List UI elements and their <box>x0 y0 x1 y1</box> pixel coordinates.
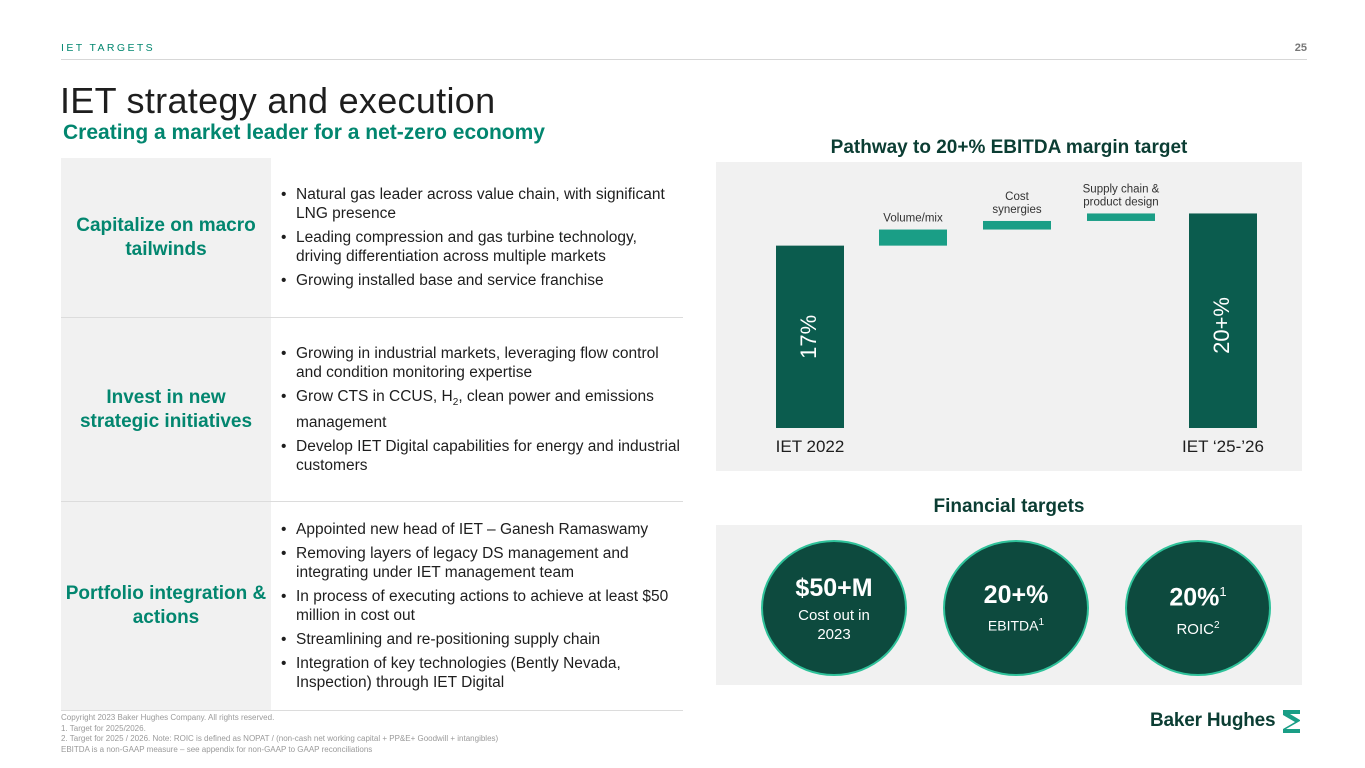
bullet-text: Grow CTS in CCUS, H <box>296 388 453 406</box>
page-subtitle: Creating a market leader for a net-zero economy <box>63 121 545 144</box>
strategy-row-body <box>271 502 683 710</box>
bullet: • Growing in industrial markets, leveraging flow control and condition monitoring expertise <box>281 344 683 382</box>
logo-text: Baker Hughes <box>1150 710 1276 731</box>
target-label <box>988 613 1044 636</box>
top-divider <box>61 59 1307 60</box>
waterfall-step-bar <box>983 221 1051 230</box>
footnote-marker: 1 <box>1038 617 1045 629</box>
target-label <box>1176 616 1219 639</box>
copyright: Copyright 2023 Baker Hughes Company. All rights reserved. <box>61 713 275 722</box>
footnote: 1. Target for 2025/2026. <box>61 723 146 733</box>
step-label: Volume/mix <box>883 212 943 225</box>
target-ebitda <box>943 540 1089 676</box>
financial-targets-title: Financial targets <box>933 496 1085 517</box>
bullet-text: , clean power and emissions management <box>296 388 654 431</box>
strategy-row <box>61 158 683 318</box>
target-value: $50+M <box>795 573 873 602</box>
page-number: 25 <box>1294 42 1307 54</box>
step-label: synergies <box>992 203 1042 216</box>
financial-targets-panel <box>716 525 1302 685</box>
target-roic <box>1125 540 1271 676</box>
footnote-marker: 2 <box>1213 619 1220 631</box>
bullet: • In process of executing actions to achieve at least $50 million in cost out <box>281 587 683 625</box>
strategy-row <box>61 318 683 502</box>
bullet: • Streamlining and re-positioning supply chain <box>281 630 683 649</box>
footnote: EBITDA is a non-GAAP measure – see appendix for non-GAAP to GAAP reconciliations <box>61 744 373 754</box>
bar-data-label: 17% <box>795 314 821 359</box>
footnote: 2. Target for 2025 / 2026. Note: ROIC is defined as NOPAT / (non-cash net working capital + PP&E+ Goodwill + intangibles) <box>61 734 499 743</box>
target-label-text: ROIC <box>1176 620 1214 638</box>
strategy-row <box>61 502 683 711</box>
strategy-row-heading: Portfolio integration & actions <box>61 502 271 710</box>
target-value: 20+% <box>983 581 1049 610</box>
bullet: • Develop IET Digital capabilities for energy and industrial customers <box>281 437 683 475</box>
strategy-table <box>61 158 683 711</box>
bullet: • Appointed new head of IET – Ganesh Ramaswamy <box>281 520 683 539</box>
page-title: IET strategy and execution <box>60 80 496 121</box>
bullet: • Leading compression and gas turbine technology, driving differentiation across multiple markets <box>281 228 683 266</box>
subscript: 2 <box>452 397 459 409</box>
company-logo <box>1150 707 1306 735</box>
bullet: • Growing installed base and service franchise <box>281 271 683 290</box>
target-label: Cost out in 2023 <box>798 606 870 643</box>
waterfall-step-bar <box>879 230 947 246</box>
category-label: IET ‘25-’26 <box>1182 437 1264 456</box>
bullet: • Integration of key technologies (Bently Nevada, Inspection) through IET Digital <box>281 654 683 692</box>
step-label: Cost <box>1005 190 1029 203</box>
step-label: Supply chain & <box>1082 183 1160 196</box>
logo-mark-icon <box>1280 707 1306 735</box>
waterfall-chart-svg <box>716 162 1302 471</box>
bullet: • Removing layers of legacy DS management and integrating under IET management team <box>281 544 683 582</box>
strategy-row-body <box>271 158 683 317</box>
waterfall-step-bar <box>1087 213 1155 221</box>
bullet: • Natural gas leader across value chain, with significant LNG presence <box>281 185 683 223</box>
category-label: IET 2022 <box>775 437 845 456</box>
strategy-row-heading: Capitalize on macro tailwinds <box>61 158 271 317</box>
target-label-text: EBITDA <box>987 617 1039 634</box>
footnote-marker: 1 <box>1219 584 1227 600</box>
waterfall-chart <box>716 162 1302 471</box>
target-cost-out <box>761 540 907 676</box>
step-label: product design <box>1083 196 1159 209</box>
chart-title: Pathway to 20+% EBITDA margin target <box>830 137 1188 158</box>
bullet <box>281 387 683 431</box>
target-value-text: 20% <box>1169 583 1220 612</box>
section-label: IET TARGETS <box>61 42 156 54</box>
strategy-row-body <box>271 318 683 501</box>
strategy-row-heading: Invest in new strategic initiatives <box>61 318 271 501</box>
target-value <box>1169 577 1226 612</box>
footnotes <box>61 713 498 755</box>
bar-data-label: 20+% <box>1208 297 1234 354</box>
